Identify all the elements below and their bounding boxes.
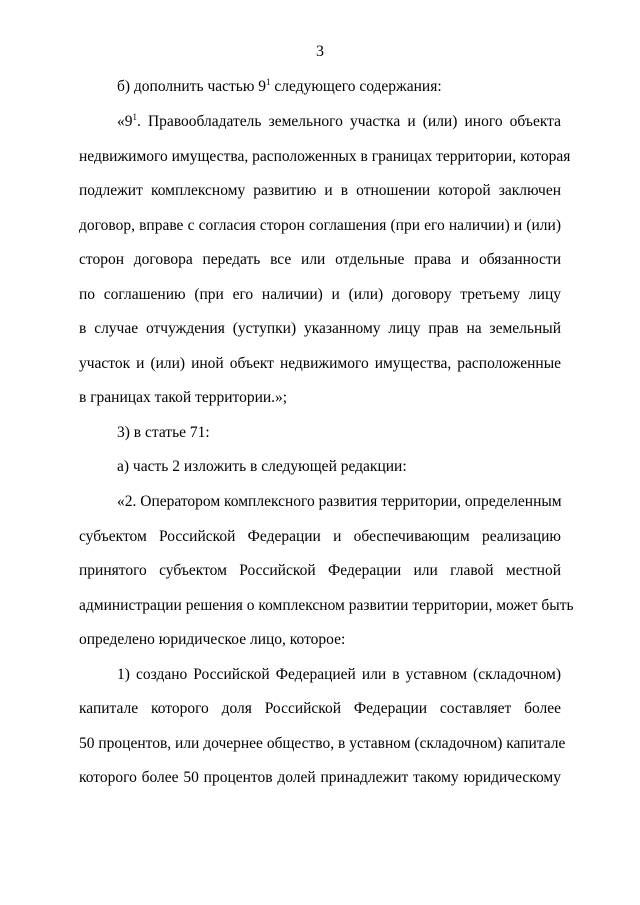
page-number: 3 <box>316 43 324 60</box>
paragraph-line: которого более 50 процентов долей принадлежит такому юридическому <box>79 769 561 786</box>
paragraph-line: определено юридическое лицо, которое: <box>79 631 346 648</box>
paragraph-line <box>117 112 561 132</box>
superscript: 1 <box>266 77 271 87</box>
paragraph-line: по соглашению (при его наличии) и (или) договору третьему лицу <box>79 286 561 303</box>
paragraph-line: подлежит комплексному развитию и в отношении которой заключен <box>79 182 561 199</box>
line-text-tail: . Правообладатель земельного участка и (или) иного объекта <box>137 113 561 130</box>
paragraph-line: «2. Оператором комплексного развития территории, определенным <box>117 493 562 510</box>
paragraph-line: 1) создано Российской Федерацией или в уставном (складочном) <box>117 666 561 683</box>
paragraph-line: 50 процентов, или дочернее общество, в уставном (складочном) капитале <box>79 735 566 752</box>
paragraph-line: участок и (или) иной объект недвижимого имущества, расположенные <box>79 355 561 372</box>
paragraph-line: принятого субъектом Российской Федерации или главой местной <box>79 562 561 579</box>
line-text-tail: следующего содержания: <box>270 78 442 95</box>
paragraph-line: администрации решения о комплексном развитии территории, может быть <box>79 597 574 614</box>
paragraph-line: сторон договора передать все или отдельные права и обязанности <box>79 251 561 268</box>
paragraph-line: субъектом Российской Федерации и обеспечивающим реализацию <box>79 528 561 545</box>
paragraph-line: капитале которого доля Российской Федерации составляет более <box>79 700 561 717</box>
paragraph-line: в случае отчуждения (уступки) указанному лицу прав на земельный <box>79 320 561 337</box>
paragraph-line <box>117 77 561 97</box>
paragraph-line: недвижимого имущества, расположенных в границах территории, которая <box>79 148 571 165</box>
paragraph-line: договор, вправе с согласия сторон соглашения (при его наличии) и (или) <box>79 217 561 234</box>
paragraph-line: в границах такой территории.»; <box>79 389 288 406</box>
line-text: «9 <box>117 113 133 130</box>
paragraph-line: 3) в статье 71: <box>117 424 210 441</box>
superscript: 1 <box>132 112 137 122</box>
paragraph-line: а) часть 2 изложить в следующей редакции: <box>117 458 407 475</box>
line-text: б) дополнить частью 9 <box>117 78 267 95</box>
